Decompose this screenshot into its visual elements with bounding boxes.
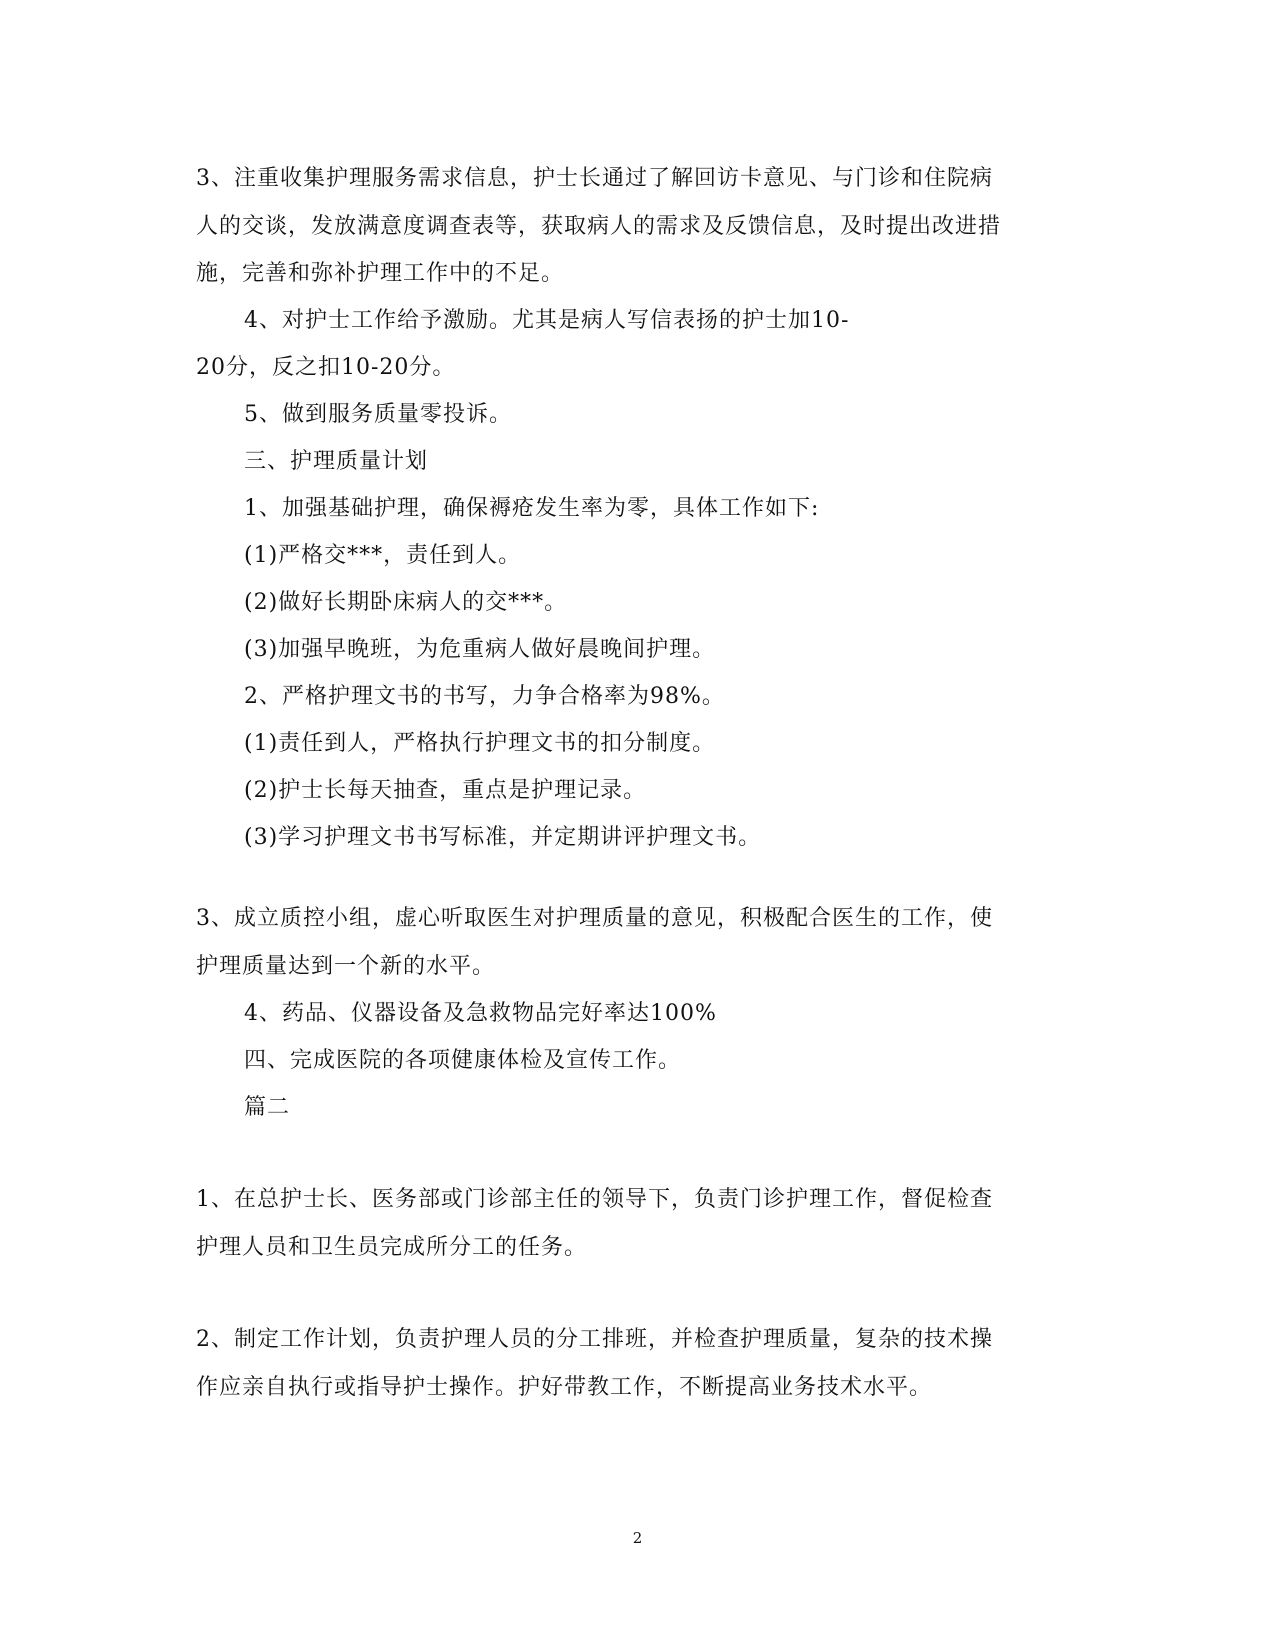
text-line: (2)护士长每天抽查，重点是护理记录。 [244,778,647,803]
text-line: 施，完善和弥补护理工作中的不足。 [196,261,565,286]
text-line: 2、制定工作计划，负责护理人员的分工排班，并检查护理质量，复杂的技术操 [196,1327,993,1352]
text-line: (2)做好长期卧床病人的交***。 [244,590,568,615]
text-line: (1)责任到人，严格执行护理文书的扣分制度。 [244,731,716,756]
text-line: (3)学习护理文书书写标准，并定期讲评护理文书。 [244,825,762,850]
text-line: 作应亲自执行或指导护士操作。护好带教工作，不断提高业务技术水平。 [196,1375,933,1400]
text-line: 2、严格护理文书的书写，力争合格率为98%。 [244,684,725,709]
text-line: 护理质量达到一个新的水平。 [196,954,496,979]
text-line: 3、注重收集护理服务需求信息，护士长通过了解回访卡意见、与门诊和住院病 [196,166,993,191]
text-line: 护理人员和卫生员完成所分工的任务。 [196,1235,588,1260]
page-number: 2 [632,1529,643,1547]
text-line: 4、药品、仪器设备及急救物品完好率达100% [244,1001,717,1026]
text-line: 3、成立质控小组，虚心听取医生对护理质量的意见，积极配合医生的工作，使 [196,906,993,931]
text-line: (3)加强早晚班，为危重病人做好晨晚间护理。 [244,637,716,662]
section-heading: 四、完成医院的各项健康体检及宣传工作。 [244,1048,682,1073]
text-line: 1、加强基础护理，确保褥疮发生率为零，具体工作如下: [244,496,820,521]
text-line: 人的交谈，发放满意度调查表等，获取病人的需求及反馈信息，及时提出改进措 [196,214,1002,239]
text-line: 1、在总护士长、医务部或门诊部主任的领导下，负责门诊护理工作，督促检查 [196,1187,993,1212]
section-heading: 三、护理质量计划 [244,449,429,474]
section-heading: 篇二 [244,1095,291,1120]
text-line: 5、做到服务质量零投诉。 [244,402,512,427]
text-line: (1)严格交***，责任到人。 [244,543,522,568]
text-line: 20分，反之扣10-20分。 [196,355,456,380]
text-line: 4、对护士工作给予激励。尤其是病人写信表扬的护士加10- [244,308,850,333]
